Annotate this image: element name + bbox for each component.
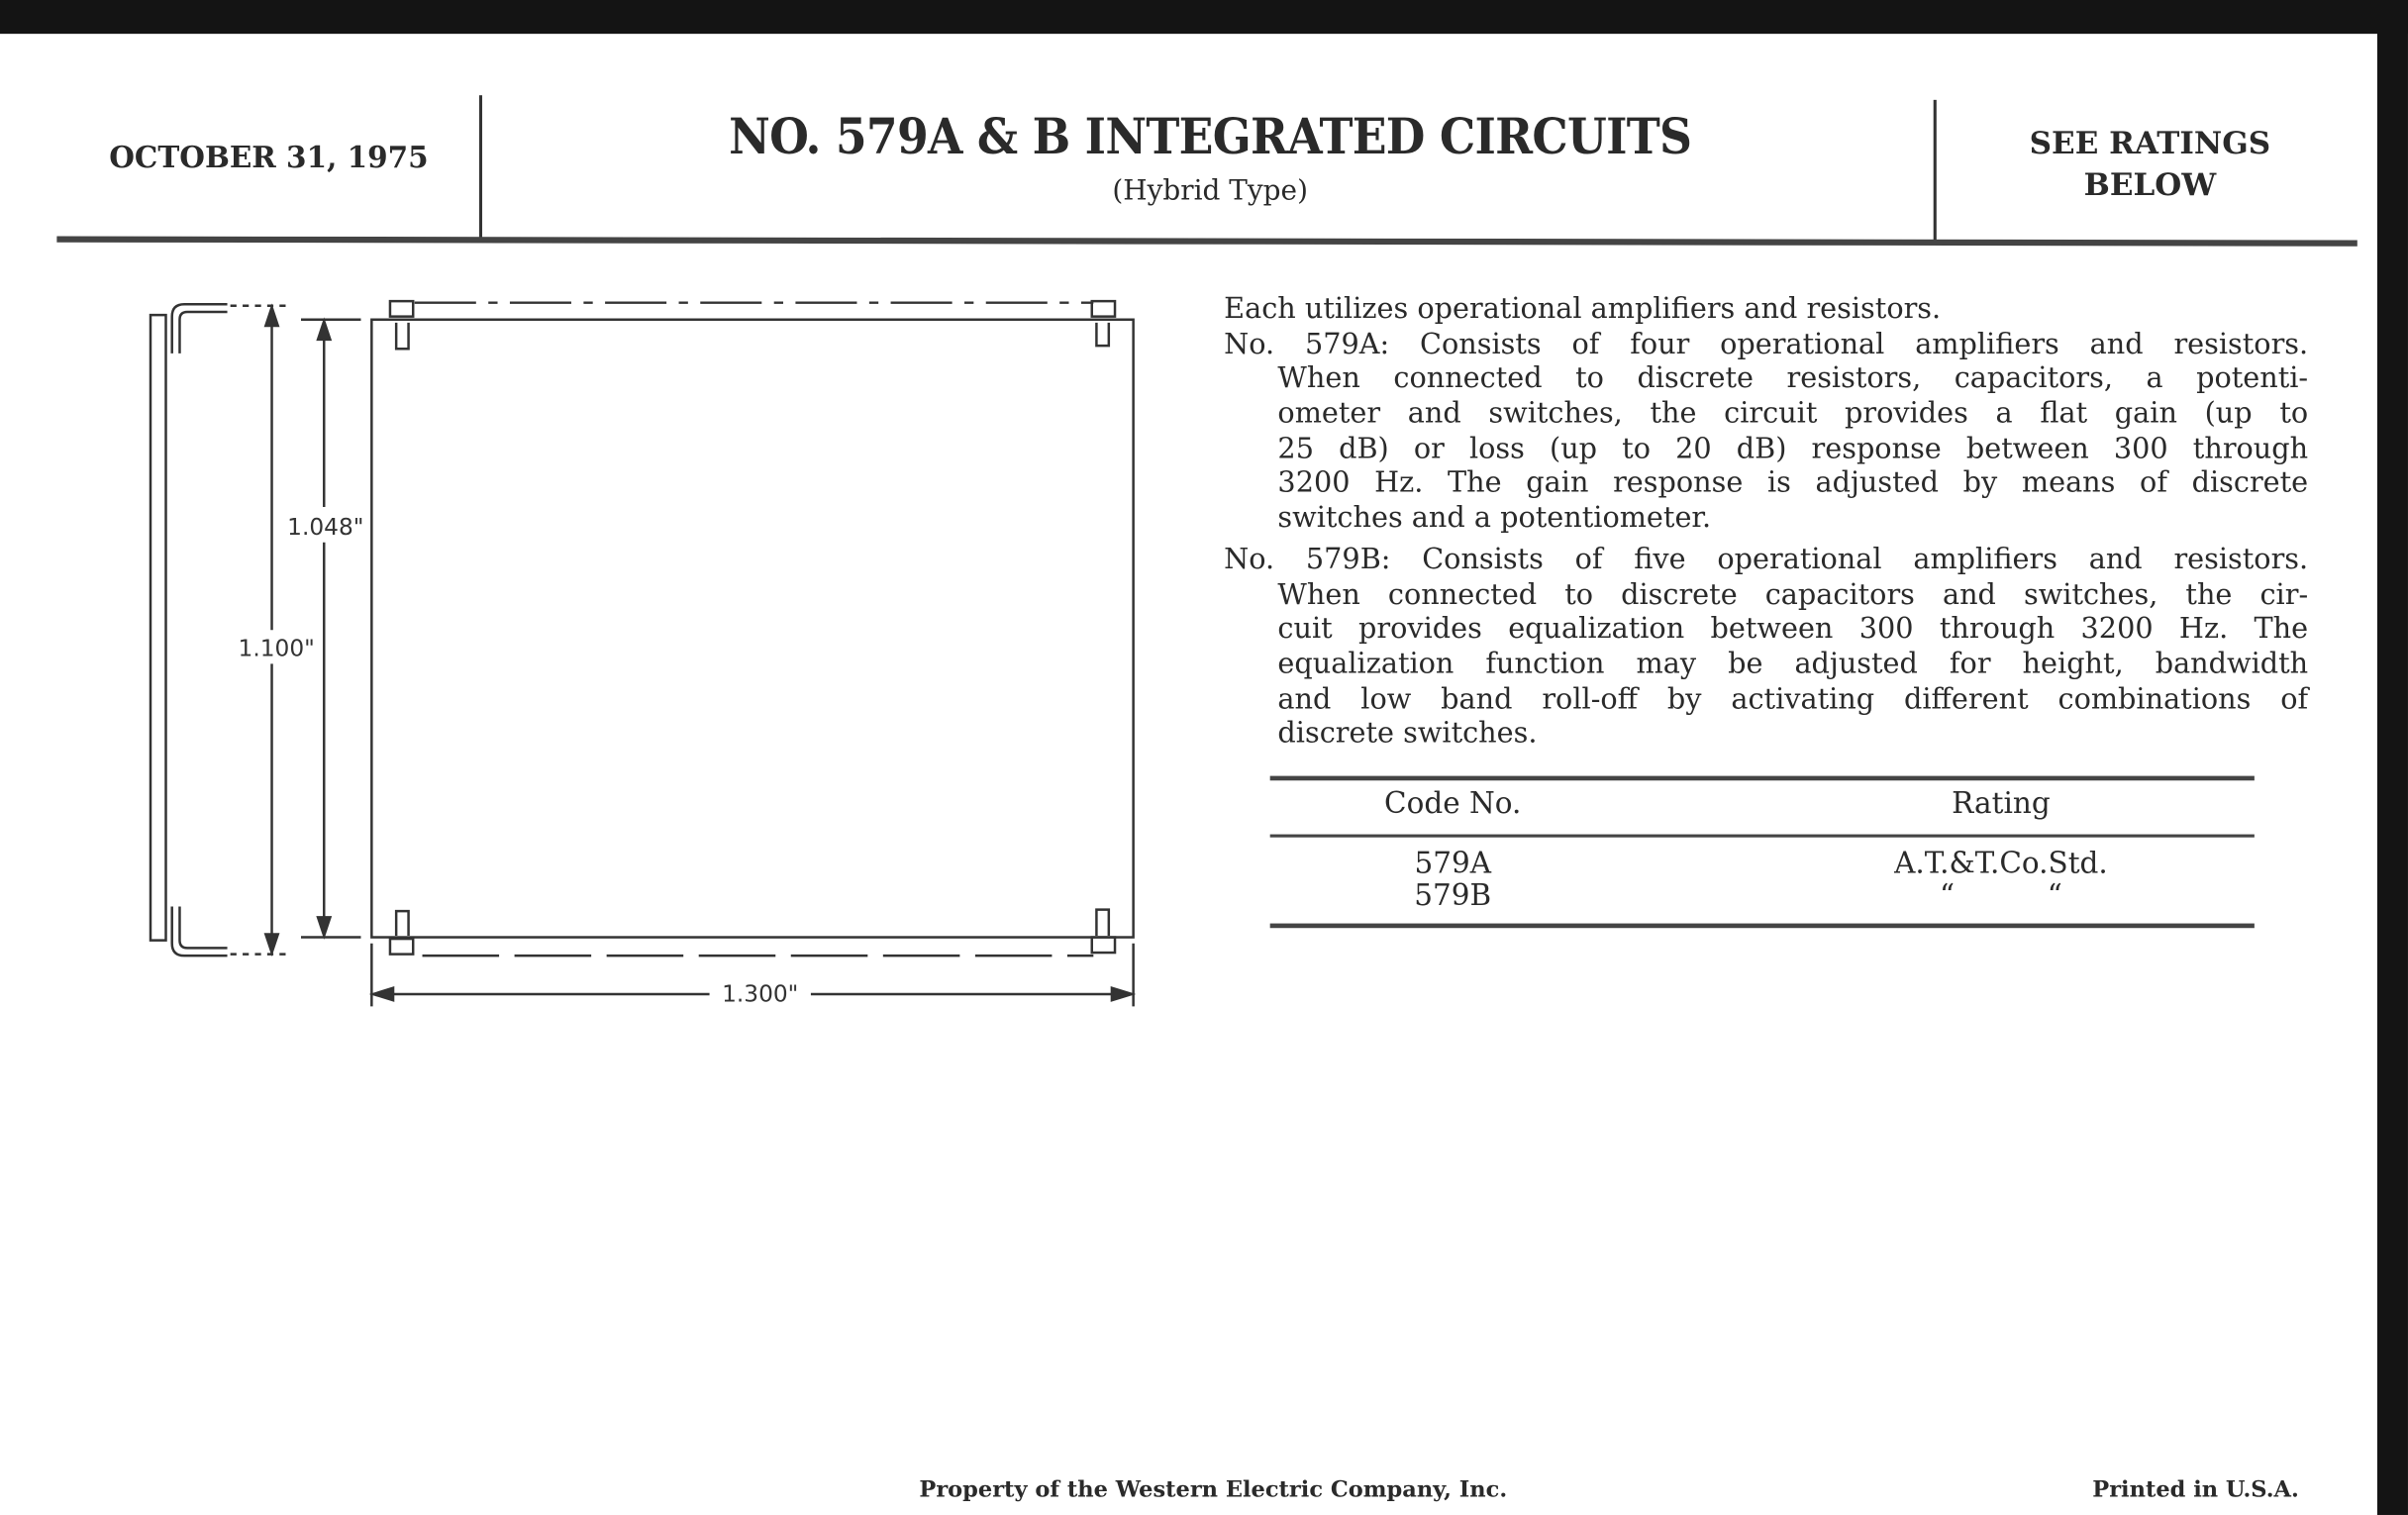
- table-rule-bottom: [1270, 924, 2255, 929]
- desc-line: switches and a potentiometer.: [1277, 502, 1712, 536]
- desc-line: When connected to discrete capacitors and switches, the cir-: [1277, 578, 2309, 611]
- table-cell-code: 579A: [1414, 846, 1492, 881]
- ratings-note-line1: SEE RATINGS: [2029, 124, 2271, 161]
- footer-printed: Printed in U.S.A.: [2092, 1476, 2299, 1503]
- dim-label-1048: 1.048": [287, 513, 364, 541]
- ratings-note: [1951, 123, 2350, 206]
- dim-label-1100: 1.100": [238, 635, 315, 662]
- side-view-lead-bottom-inner: [179, 907, 227, 949]
- desc-line: No. 579B: Consists of five operational amplifiers and resistors.: [1224, 544, 2309, 576]
- side-view-lead-top-inner: [179, 312, 227, 354]
- desc-line: cuit provides equalization between 300 through 3200 Hz. The: [1277, 613, 2309, 647]
- description-579a: [1224, 329, 2308, 538]
- desc-line: No. 579A: Consists of four operational amplifiers and resistors.: [1224, 328, 2309, 361]
- description: [1224, 293, 2308, 753]
- table-rule-top: [1270, 776, 2255, 781]
- description-intro: Each utilizes operational amplifiers and resistors.: [1224, 293, 1942, 326]
- pin-tab: [396, 911, 408, 936]
- pin-tab: [1096, 323, 1108, 346]
- dim-label-1300: 1.300": [722, 980, 799, 1008]
- desc-line: 3200 Hz. The gain response is adjusted by means of discrete: [1277, 467, 2309, 500]
- desc-line: discrete switches.: [1277, 718, 1538, 751]
- table-cell-rating: A.T.&T.Co.Std.: [1894, 846, 2108, 881]
- table-header-code: Code No.: [1384, 786, 1522, 821]
- footer-property: Property of the Western Electric Company, Inc.: [919, 1476, 1508, 1503]
- table-cell-code: 579B: [1414, 878, 1492, 913]
- header-divider-right: [1934, 100, 1937, 243]
- pin-tab: [1096, 910, 1108, 936]
- scan-border-right: [2377, 0, 2408, 1515]
- table-rule-header: [1270, 835, 2255, 838]
- desc-line: equalization function may be adjusted for height, bandwidth: [1277, 648, 2309, 681]
- desc-line: When connected to discrete resistors, capacitors, a potenti-: [1277, 362, 2309, 396]
- desc-line: 25 dB) or loss (up to 20 dB) response between 300 through: [1277, 433, 2309, 465]
- page-subtitle: (Hybrid Type): [1112, 174, 1308, 208]
- table-cell-rating: “ “: [1940, 878, 2062, 913]
- page-title: NO. 579A & B INTEGRATED CIRCUITS: [729, 107, 1692, 166]
- description-579b: [1224, 544, 2308, 753]
- desc-line: and low band roll-off by activating different combinations of: [1277, 682, 2309, 716]
- side-view-body: [150, 315, 166, 941]
- package-body: [371, 320, 1133, 938]
- table-header-rating: Rating: [1952, 786, 2051, 821]
- pin-tab: [396, 323, 408, 349]
- desc-line: ometer and switches, the circuit provides a flat gain (up to: [1277, 397, 2309, 431]
- package-outline-drawing: [0, 0, 1229, 1075]
- ratings-note-line2: BELOW: [2083, 165, 2217, 203]
- issue-date: OCTOBER 31, 1975: [109, 141, 429, 175]
